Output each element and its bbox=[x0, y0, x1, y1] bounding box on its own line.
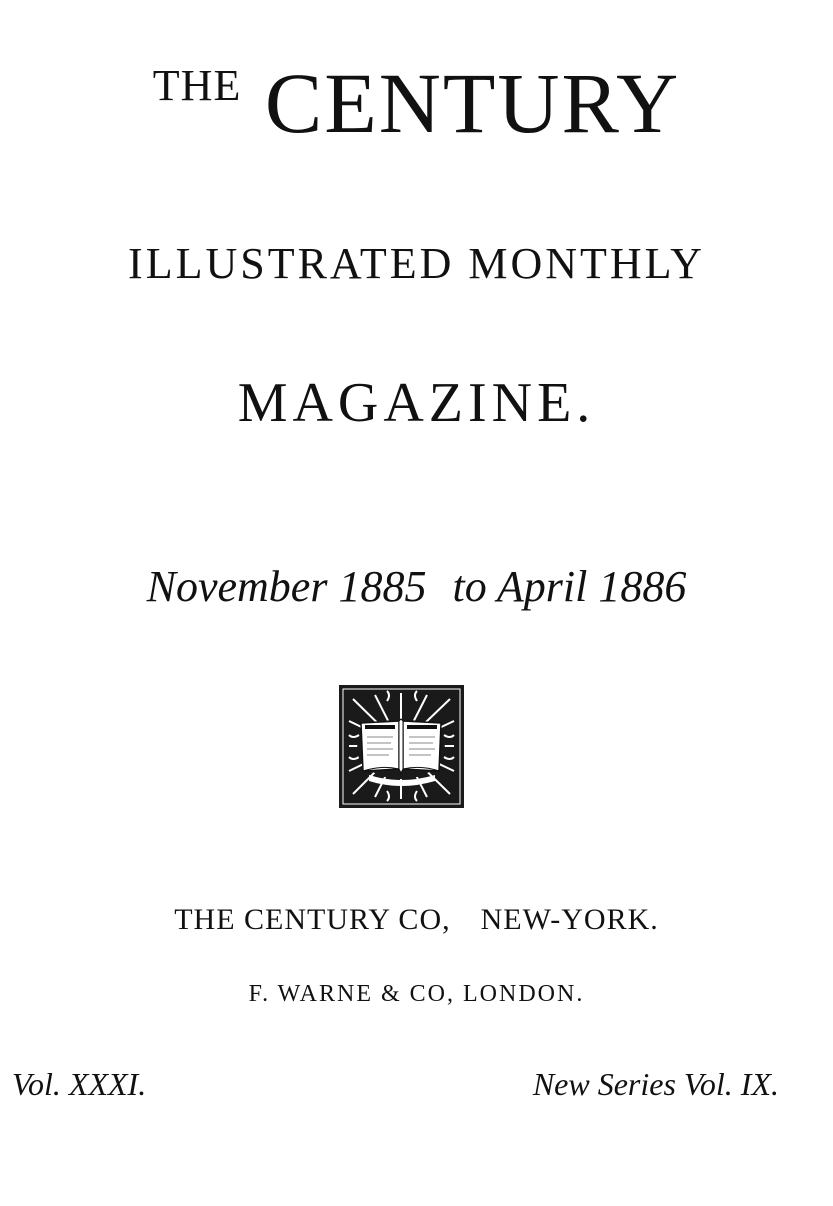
date-from: November 1885 bbox=[146, 562, 427, 611]
open-book-sunburst-icon bbox=[339, 685, 464, 808]
publisher-city: NEW-YORK. bbox=[480, 903, 659, 936]
subtitle: ILLUSTRATED MONTHLY bbox=[128, 239, 705, 288]
publisher-company: THE CENTURY CO, bbox=[174, 903, 451, 936]
masthead-century: CENTURY bbox=[264, 55, 681, 151]
date-range bbox=[0, 560, 833, 614]
subtitle-magazine: MAGAZINE. bbox=[237, 372, 596, 434]
masthead-title bbox=[0, 36, 833, 153]
publisher-line bbox=[0, 900, 833, 940]
date-to: to April 1886 bbox=[452, 562, 687, 611]
london-publisher: F. WARNE & CO, LONDON. bbox=[248, 981, 585, 1007]
volume-number: Vol. XXXI. bbox=[12, 1066, 147, 1102]
masthead-the: THE bbox=[152, 61, 242, 110]
series-volume: New Series Vol. IX. bbox=[532, 1066, 779, 1102]
